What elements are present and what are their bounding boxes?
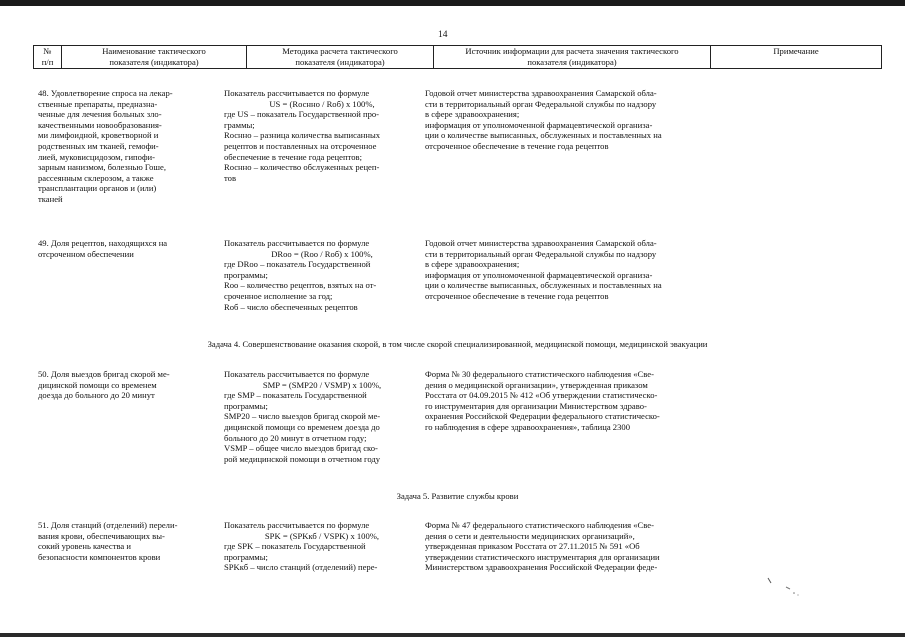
row-49-name: 49. Доля рецептов, находящихся на отсроченном обеспечении <box>38 238 168 259</box>
row-51-source: Форма № 47 федерального статистического наблюдения «Све- дения о сети и деятельности медицинских организаций», утвержденная приказом Росстата от 27.11.2015 № 591 «Об утверждении статистического инструментария для организации Министерством здравоохранения Российской Федерации феде- <box>425 520 660 573</box>
top-scan-border <box>0 0 905 6</box>
scan-noise-marks <box>760 575 820 605</box>
header-col-name: Наименование тактического показателя (индикатора) <box>61 46 246 68</box>
header-col-note: Примечание <box>710 46 882 68</box>
row-51-name: 51. Доля станций (отделений) перели- вания крови, обеспечивающих вы- сокий уровень качества и безопасности компонентов крови <box>38 520 178 562</box>
bottom-scan-border <box>0 633 905 637</box>
header-col-method: Методика расчета тактического показателя (индикатора) <box>246 46 433 68</box>
row-50-method: Показатель рассчитывается по формуле SMP = (SMP20 / VSMP) х 100%, где SMP – показатель Государственной программы; SMP20 – число выездов бригад скорой ме- дицинской помощи со временем доезда до больного до 20 минут в отчетном году; VSMP – общее число выездов бригад ско- рой медицинской помощи в отчетном году <box>224 369 382 464</box>
row-49-source: Годовой отчет министерства здравоохранения Самарской обла- сти в территориальный орган Федеральной службы по надзору в сфере здравоохранения; информация от уполномоченной фармацевтической организа- ции о количестве выписанных, обслуженных и поставленных на отсроченное обеспечение в течение года рецептов <box>425 238 662 301</box>
row-49-method: Показатель рассчитывается по формуле DRоо = (Rоо / Rоб) х 100%, где DRоо – показатель Государственной программы; Rоо – количество рецептов, взятых на от- сроченное исполнение за год; Rоб – число обеспеченных рецептов <box>224 238 377 312</box>
page-number: 14 <box>438 30 448 40</box>
header-col-number: № п/п <box>33 46 61 68</box>
task-4-heading: Задача 4. Совершенствование оказания скорой, в том числе скорой специализированной, медицинской помощи, медицинской эвакуации <box>207 339 708 349</box>
row-50-name: 50. Доля выездов бригад скорой ме- дицинской помощи со временем доезда до больного до 20 минут <box>38 369 170 401</box>
row-48-method: Показатель рассчитывается по формуле US = (Rоснно / Rоб) х 100%, где US – показатель Государственной про- граммы; Rоснно – разница количества выписанных рецептов и поставленных на отсроченное обеспечение в течение года рецептов; Rоснно – количество обслуженных рецеп- тов <box>224 88 381 183</box>
table-header <box>33 45 882 69</box>
task-5-heading: Задача 5. Развитие службы крови <box>396 491 519 501</box>
row-50-source: Форма № 30 федерального статистического наблюдения «Све- дения о медицинской организации», утвержденная приказом Росстата от 04.09.2015 № 412 «Об утверждении статистическо- го инструментария для организации Министерством здраво- охранения Российской Федерации федерального статистическо- го наблюдения в сфере здравоохранения», таблица 2300 <box>425 369 660 432</box>
header-col-source: Источник информации для расчета значения тактического показателя (индикатора) <box>433 46 710 68</box>
row-48-source: Годовой отчет министерства здравоохранения Самарской обла- сти в территориальный орган Федеральной службы по надзору в сфере здравоохранения; информация от уполномоченной фармацевтической организа- ции о количестве выписанных, обслуженных и поставленных на отсроченное обеспечение в течение года рецептов <box>425 88 662 151</box>
row-51-method: Показатель рассчитывается по формуле SPK = (SPKкб / VSPK) х 100%, где SPK – показатель Государственной программы; SPKкб – число станций (отделений) пере- <box>224 520 380 573</box>
row-48-name: 48. Удовлетворение спроса на лекар- ственные препараты, предназна- ченные для лечения больных зло- качественными новообразования- ми лимфоидной, кроветворной и родственных им тканей, гемофи- лией, муковисцидозом, гипофи- зарным нанизмом, болезнью Гоше, рассеянным склерозом, а также трансплантации органов и (или) тканей <box>38 88 173 204</box>
